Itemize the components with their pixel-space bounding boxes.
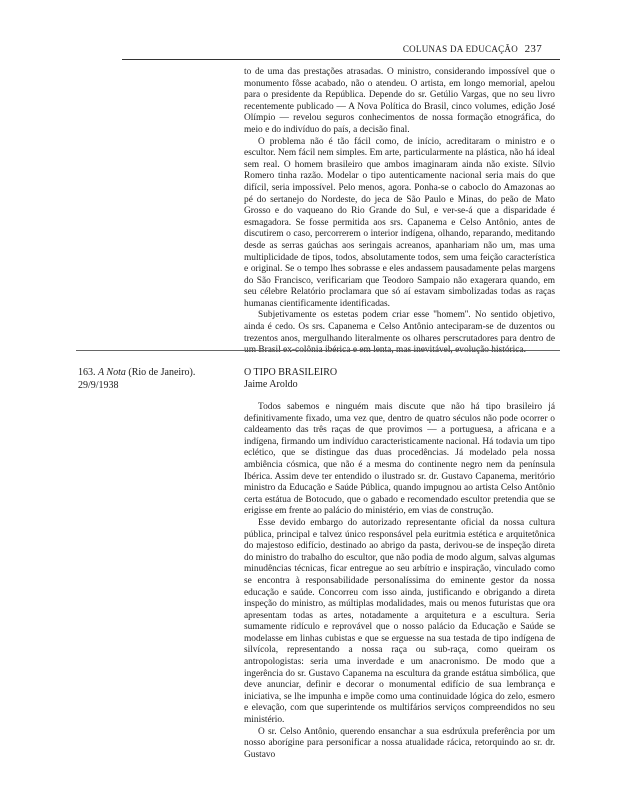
reference-line (78, 367, 228, 380)
article2-paragraph-1: Todos sabemos e ninguém mais discute que não há tipo brasileiro já definitivamente fixado, uma vez que, dentro de quatro séculos não pode ocorrer o caldeamento das três raças de que provimos — a portuguesa, a africana e a indígena, firmando um indivíduo caracteristicamente nacional. Há todavia um tipo eclético, que se distingue das duas procedências. Já modelado pela nossa ambiência cósmica, que não é a mesma do continente negro nem da península Ibérica. Assim deve ter entendido o ilustrado sr. dr. Gustavo Capanema, meritório ministro da Educação e Saúde Pública, quando impugnou ao artista Celso Antônio certa estátua de Botocudo, que o gabado e recomendado escultor pretendia que se erigisse em frente ao palácio do ministério, em vias de construção. (244, 402, 555, 517)
article-body (244, 402, 555, 761)
reference-date: 29/9/1938 (78, 379, 119, 391)
article1-paragraph-2: O problema não é tão fácil como, de início, acreditaram o ministro e o escultor. Nem fácil nem simples. Em arte, particularmente na plástica, não há ideal sem real. O homem brasileiro que ambos imaginaram ainda não existe. Sílvio Romero tinha razão. Modelar o tipo autenticamente nacional seria mais do que difícil, seria impossível. Pelo menos, agora. Ponha-se o caboclo do Amazonas ao pé do sertanejo do Nordeste, do jeca de São Paulo e Minas, do peão de Mato Grosso e do vaqueano do Rio Grande do Sul, e ver-se-á que a disparidade é esmagadora. Se fosse permitida aos srs. Capanema e Celso Antônio, antes de discutirem o caso, percorrerem o interior indígena, olhando, reparando, meditando desde as serras gaúchas aos seringais acreanos, apanhariam não um, mas uma multiplicidade de tipos, todos, absolutamente todos, sem uma feição característica e original. Se o tempo lhes sobrasse e eles andassem pausadamente pelas margens do São Francisco, verificariam que Teodoro Sampaio não exagerara quando, em seu célebre Relatório proclamara que só aí estavam simbolizadas todas as raças humanas cientificamente identificadas. (244, 136, 555, 309)
article-continued (244, 67, 555, 357)
article1-paragraph-1: to de uma das prestações atrasadas. O ministro, considerando impossível que o monumento fôsse acabado, não o atendeu. O artista, em longo memorial, apelou para o presidente da República. Depende do sr. Getúlio Vargas, que no seu livro recentemente publicado — A Nova Política do Brasil, cinco volumes, edição José Olímpio — revelou seguros conhecimentos de nossa formação etnográfica, do meio e do indivíduo do país, a decisão final. (244, 67, 555, 135)
section-divider (76, 350, 560, 351)
source-reference (78, 367, 228, 392)
running-title: COLUNAS DA EDUCAÇÃO (402, 44, 519, 54)
article-author: Jaime Aroldo (244, 379, 298, 390)
article1-paragraph-3: Subjetivamente os estetas podem criar esse ''homem''. No sentido objetivo, ainda é cedo. Os srs. Capanema e Celso Antônio anteciparam-se de duzentos ou trezentos anos, mergulhando literalmente os olhares perscrutadores para dentro de um Brasil ex-colônia ibérica e em lenta, mas inevitável, evolução histórica. (244, 310, 555, 356)
article2-paragraph-3: O sr. Celso Antônio, querendo ensanchar a sua esdrúxula preferência por um nosso aborígine para personificar a nossa atualidade rácica, retorquindo ao sr. dr. Gustavo (244, 726, 555, 760)
reference-place: (Rio de Janeiro). (128, 367, 196, 378)
running-header (403, 43, 542, 55)
header-rule (122, 59, 560, 60)
reference-source: A Nota (98, 367, 126, 378)
reference-number: 163. (78, 367, 96, 378)
page-header (0, 0, 618, 70)
page-number: 237 (524, 43, 542, 55)
article2-paragraph-2: Esse devido embargo do autorizado representante oficial da nossa cultura pública, principal e talvez único responsável pela euritmia estética e arquitetônica do majestoso edifício, destinado ao abrigo da pasta, derivou-se de inspeção direta do ministro do trabalho do escultor, que não podia de modo algum, salvas algumas minudências técnicas, ficar entregue ao seu arbítrio e inspiração, vinculado como se encontra à responsabilidade personalíssima do eminente gestor da nossa educação e saúde. Concorreu com isso ainda, justificando e obrigando a direta inspeção do ministro, as múltiplas modalidades, mais ou menos futuristas que ora apresentam todas as artes, notadamente a arquitetura e a escultura. Seria sumamente ridículo e reprovável que o nosso palácio da Educação e Saúde se modelasse em linhas cubistas e que se erguesse na sua testada de tipo indígena de silvícola, representando a nossa raça ou sub-raça, como queiram os antropologistas: seria uma inverdade e um anacronismo. De modo que a ingerência do sr. Gustavo Capanema na escultura da grande estátua simbólica, que deve anunciar, definir e decorar o monumental edifício de sua lembrança e iniciativa, se lhe impunha e impõe como uma continuidade lógica do zelo, esmero e elevação, com que superintende os multifários serviços compreendidos no seu ministério. (244, 517, 555, 726)
article-title: O TIPO BRASILEIRO (244, 367, 338, 378)
